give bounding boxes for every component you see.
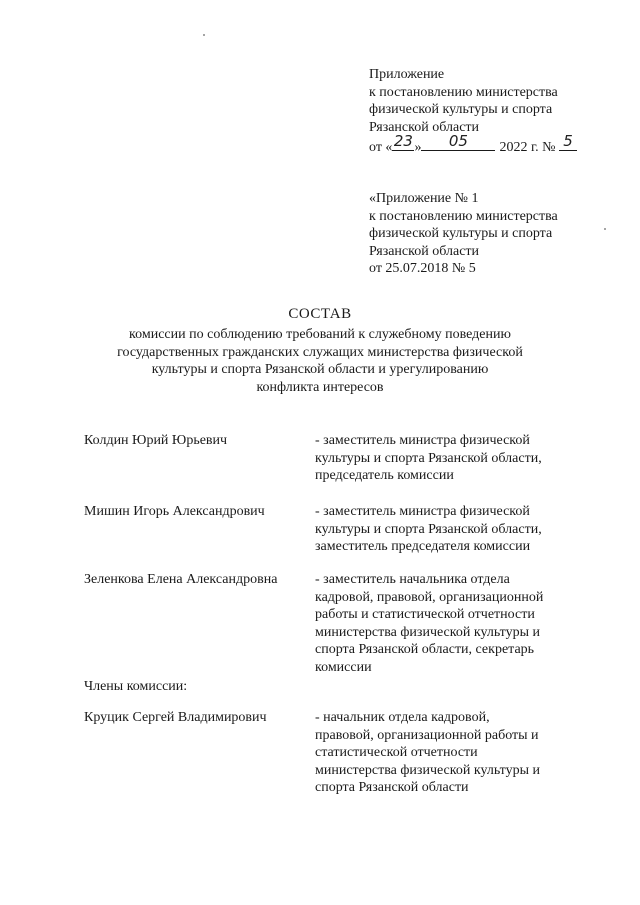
appendix-1-header xyxy=(369,190,558,278)
number-handwritten: 5 xyxy=(563,132,573,150)
role-line: министерства физической культуры и xyxy=(315,762,540,778)
role-line: культуры и спорта Рязанской области, xyxy=(315,450,542,466)
date-prefix: от « xyxy=(369,140,393,155)
subtitle-line-2: государственных гражданских служащих министерства физической xyxy=(117,344,523,360)
members-heading: Члены комиссии: xyxy=(84,679,188,694)
role-line: - заместитель министра физической xyxy=(315,504,530,519)
appendix-date-line xyxy=(369,132,577,157)
role-line: правовой, организационной работы и xyxy=(315,727,539,743)
scan-speck xyxy=(203,34,205,36)
appendix-line-3: физической культуры и спорта xyxy=(369,102,553,117)
subtitle-line-4: конфликта интересов xyxy=(256,379,384,395)
role-line: председатель комиссии xyxy=(315,468,454,483)
appendix-header xyxy=(369,66,577,157)
day-field xyxy=(392,132,414,151)
appendix-label: Приложение xyxy=(369,67,445,82)
appendix-1-line-4: Рязанской области xyxy=(369,243,480,259)
role-line: министерства физической культуры и xyxy=(315,624,540,640)
role-line: статистической отчетности xyxy=(315,745,478,760)
subtitle-line-1: комиссии по соблюдению требований к служебному поведению xyxy=(129,327,511,342)
appendix-line-4: Рязанской области xyxy=(369,119,480,135)
scan-speck xyxy=(604,228,606,230)
role-line: кадровой, правовой, организационной xyxy=(315,589,544,605)
appendix-1-label: «Приложение № 1 xyxy=(369,191,479,206)
date-mid: » xyxy=(414,140,422,155)
member-role xyxy=(315,571,543,676)
subtitle-line-3: культуры и спорта Рязанской области и урегулированию xyxy=(151,362,489,377)
role-line: комиссии xyxy=(315,659,372,675)
number-field xyxy=(559,132,577,151)
member-name: Колдин Юрий Юрьевич xyxy=(84,433,228,448)
appendix-1-date: от 25.07.2018 № 5 xyxy=(369,261,476,276)
role-line: - заместитель начальника отдела xyxy=(315,572,510,587)
role-line: спорта Рязанской области xyxy=(315,780,469,795)
appendix-1-line-3: физической культуры и спорта xyxy=(369,226,553,241)
role-line: - начальник отдела кадровой, xyxy=(315,710,490,725)
member-role xyxy=(315,709,540,797)
role-line: культуры и спорта Рязанской области, xyxy=(315,521,542,537)
member-name: Мишин Игорь Александрович xyxy=(84,504,265,519)
role-line: заместитель председателя комиссии xyxy=(315,539,531,554)
role-line: работы и статистической отчетности xyxy=(315,607,535,622)
member-name: Зеленкова Елена Александровна xyxy=(84,572,278,587)
appendix-1-line-2: к постановлению министерства xyxy=(369,208,558,224)
month-field xyxy=(421,132,495,151)
role-line: спорта Рязанской области, секретарь xyxy=(315,642,535,657)
member-role xyxy=(315,503,542,556)
role-line: - заместитель министра физической xyxy=(315,433,530,448)
day-handwritten: 23 xyxy=(393,132,413,150)
appendix-line-2: к постановлению министерства xyxy=(369,84,558,100)
year-text: 2022 г. № xyxy=(499,140,556,155)
member-name: Круцик Сергей Владимирович xyxy=(84,710,267,725)
month-handwritten: 05 xyxy=(448,132,468,150)
document-title: СОСТАВ xyxy=(288,306,352,322)
member-role xyxy=(315,432,542,485)
document-subtitle xyxy=(0,326,640,396)
